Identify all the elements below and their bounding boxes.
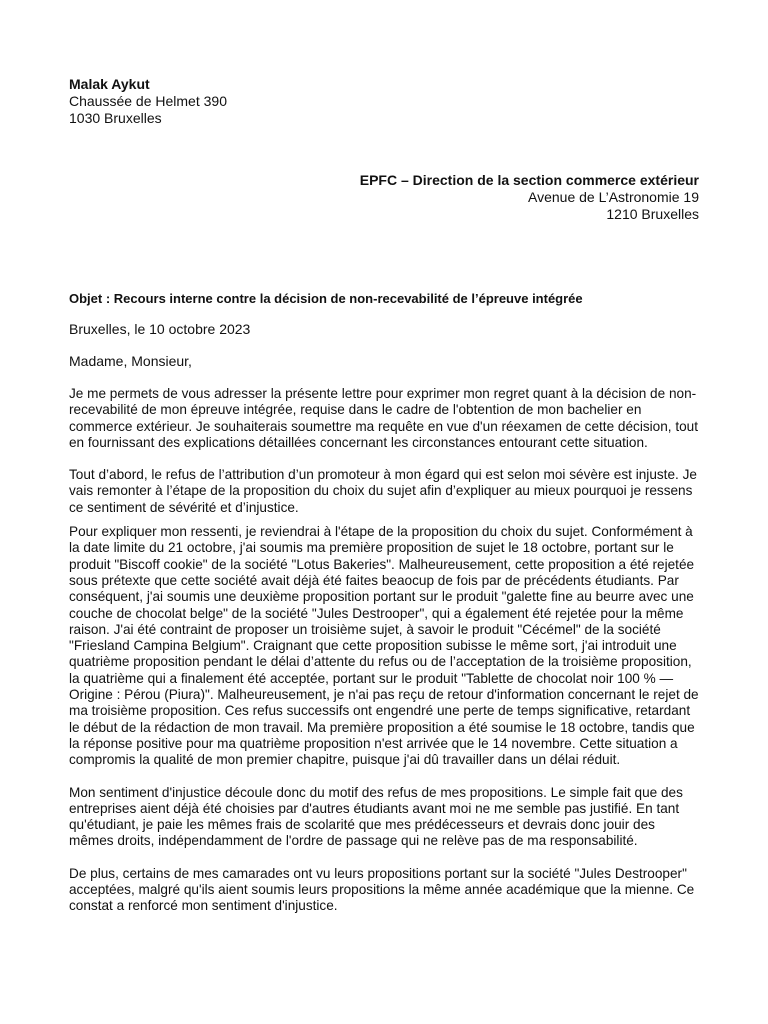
recipient-city: 1210 Bruxelles (606, 206, 699, 222)
sender-city: 1030 Bruxelles (69, 110, 162, 126)
letter-subject: Objet : Recours interne contre la décision de non-recevabilité de l’épreuve intégrée (69, 291, 583, 306)
recipient-org: EPFC – Direction de la section commerce extérieur (359, 172, 699, 188)
sender-street: Chaussée de Helmet 390 (69, 93, 227, 109)
recipient-street: Avenue de L’Astronomie 19 (528, 189, 699, 205)
letter-date: Bruxelles, le 10 octobre 2023 (69, 321, 251, 337)
letter-body (69, 386, 701, 931)
sender-block (69, 76, 227, 127)
paragraph-comparison: De plus, certains de mes camarades ont vu leurs propositions portant sur la société "Jules Destrooper" acceptées, malgré qu'ils aient soumis leurs propositions la même année académique que la mienne. Ce constat a renforcé mon sentiment d'injustice. (69, 865, 695, 914)
salutation: Madame, Monsieur, (69, 353, 192, 369)
recipient-block (360, 172, 699, 223)
paragraph-injustice: Mon sentiment d'injustice découle donc du motif des refus de mes propositions. Le simple fait que des entreprises aient déjà été choisies par d'autres étudiants avant moi ne me semble pas justifié. En tant qu'étudiant, je paie les mêmes frais de scolarité que mes prédécesseurs et devrais donc jouir des mêmes droits, indépendamment de l'ordre de passage qui ne relève pas de ma responsabilité. (69, 784, 683, 849)
paragraph-intro: Je me permets de vous adresser la présente lettre pour exprimer mon regret quant à la décision de non-recevabilité de mon épreuve intégrée, requise dans le cadre de l'obtention de mon bachelier en commerce extérieur. Je souhaiterais soumettre ma requête en vue d'un réexamen de cette décision, tout en fournissant des explications détaillées concernant les circonstances entourant cette situation. (69, 386, 699, 450)
sender-name: Malak Aykut (69, 76, 150, 92)
paragraph-context: Tout d’abord, le refus de l’attribution d’un promoteur à mon égard qui est selon moi sévère est injuste. Je vais remonter à l’étape de la proposition du choix du sujet afin d’expliquer au mieux pourquoi je ressens ce sentiment de sévérité et d’injustice. (69, 467, 697, 515)
paragraph-timeline: Pour expliquer mon ressenti, je reviendrai à l'étape de la proposition du choix du sujet. Conformément à la date limite du 21 octobre, j'ai soumis ma première proposition de sujet le 18 octobre, portant sur le produit "Biscoff cookie" de la société "Lotus Bakeries". Malheureusement, cette proposition a été rejetée sous prétexte que cette société avait déjà été faites beaocup de fois par de précédents étudiants. Par conséquent, j'ai soumis une deuxième proposition portant sur le produit "galette fine au beurre avec une couche de chocolat belge" de la société "Jules Destrooper", qui a également été rejetée pour la même raison. J'ai été contraint de proposer un troisième sujet, à savoir le produit "Cécémel" de la société "Friesland Campina Belgium". Craignant que cette proposition subisse le même sort, j'ai introduit une quatrième proposition pendant le délai d’attente du refus ou de l’acceptation de la troisième proposition, la quatrième qui a finalement été acceptée, portant sur le produit "Tablette de chocolat noir 100 % — Origine : Pérou (Piura)". Malheureusement, je n'ai pas reçu de retour d'information concernant le rejet de ma troisième proposition. Ces refus successifs ont engendré une perte de temps significative, retardant le début de la rédaction de mon travail. Ma première proposition a été soumise le 18 octobre, tandis que la réponse positive pour ma quatrième proposition n'est arrivée que le 14 novembre. Cette situation a compromis la qualité de mon premier chapitre, puisque j'ai dû travailler dans un délai réduit. (69, 524, 699, 768)
